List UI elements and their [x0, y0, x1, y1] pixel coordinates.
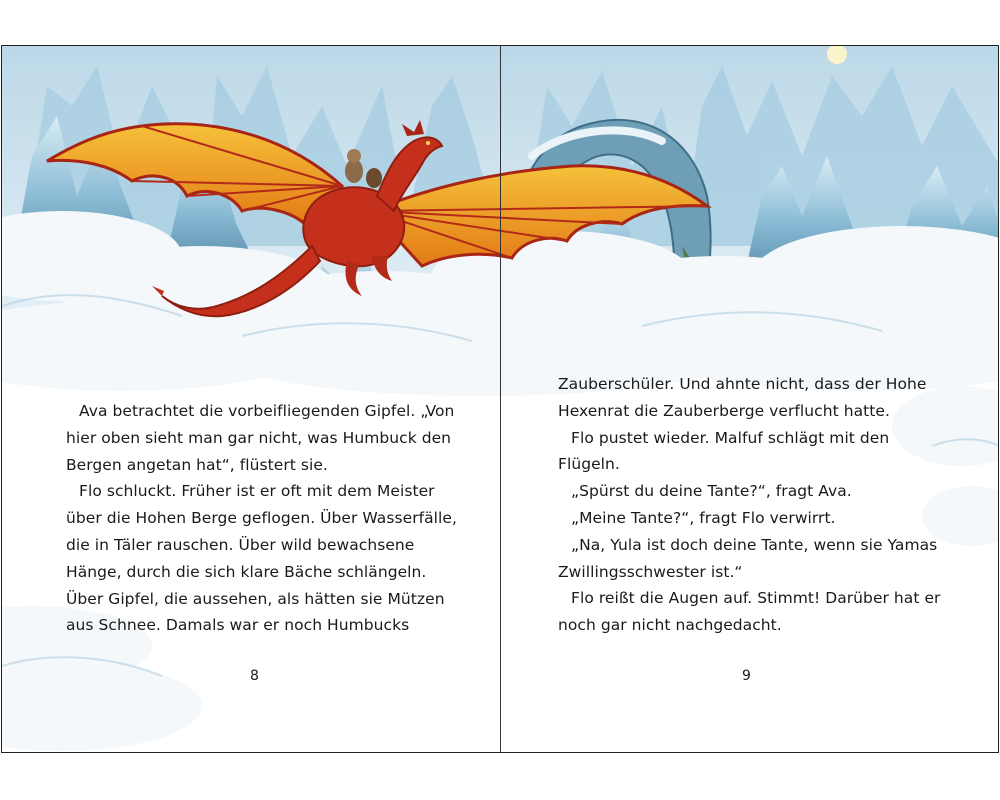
- text-line: „Spürst du deine Tante?“, fragt Ava.: [571, 482, 852, 501]
- text-line: Flügeln.: [558, 455, 620, 474]
- right-page: [501, 46, 999, 752]
- text-line: Bergen angetan hat“, flüstert sie.: [66, 455, 328, 474]
- text-line: hier oben sieht man gar nicht, was Humbuck den: [66, 428, 452, 447]
- left-page-text: [66, 398, 466, 639]
- text-line: noch gar nicht nachgedacht.: [558, 616, 782, 635]
- text-line: Flo reißt die Augen auf. Stimmt! Darüber hat er: [571, 589, 941, 608]
- text-line: Flo schluckt. Früher ist er oft mit dem Meister: [79, 482, 435, 501]
- text-line: Über Gipfel, die aussehen, als hätten sie Mützen: [66, 589, 445, 608]
- text-line: Ava betrachtet die vorbeifliegenden Gipfel. „Von: [79, 402, 455, 420]
- text-line: Flo pustet wieder. Malfuf schlägt mit den: [571, 428, 890, 447]
- page-number: 9: [742, 668, 751, 684]
- left-page: [2, 46, 500, 752]
- text-line: Hänge, durch die sich klare Bäche schlängeln.: [66, 562, 427, 581]
- text-line: aus Schnee. Damals war er noch Humbucks: [66, 616, 410, 635]
- text-line: Zauberschüler. Und ahnte nicht, dass der Hohe: [558, 375, 927, 393]
- text-line: Zwillingsschwester ist.“: [558, 562, 743, 581]
- text-line: über die Hohen Berge geflogen. Über Wasserfälle,: [66, 509, 457, 528]
- book-spread: [1, 45, 999, 753]
- text-line: „Meine Tante?“, fragt Flo verwirrt.: [571, 508, 836, 527]
- text-line: „Na, Yula ist doch deine Tante, wenn sie Yamas: [571, 535, 938, 554]
- text-line: Hexenrat die Zauberberge verflucht hatte.: [558, 401, 890, 420]
- right-page-text: [558, 371, 958, 639]
- text-line: die in Täler rauschen. Über wild bewachsene: [66, 535, 415, 554]
- page-number: 8: [250, 668, 259, 684]
